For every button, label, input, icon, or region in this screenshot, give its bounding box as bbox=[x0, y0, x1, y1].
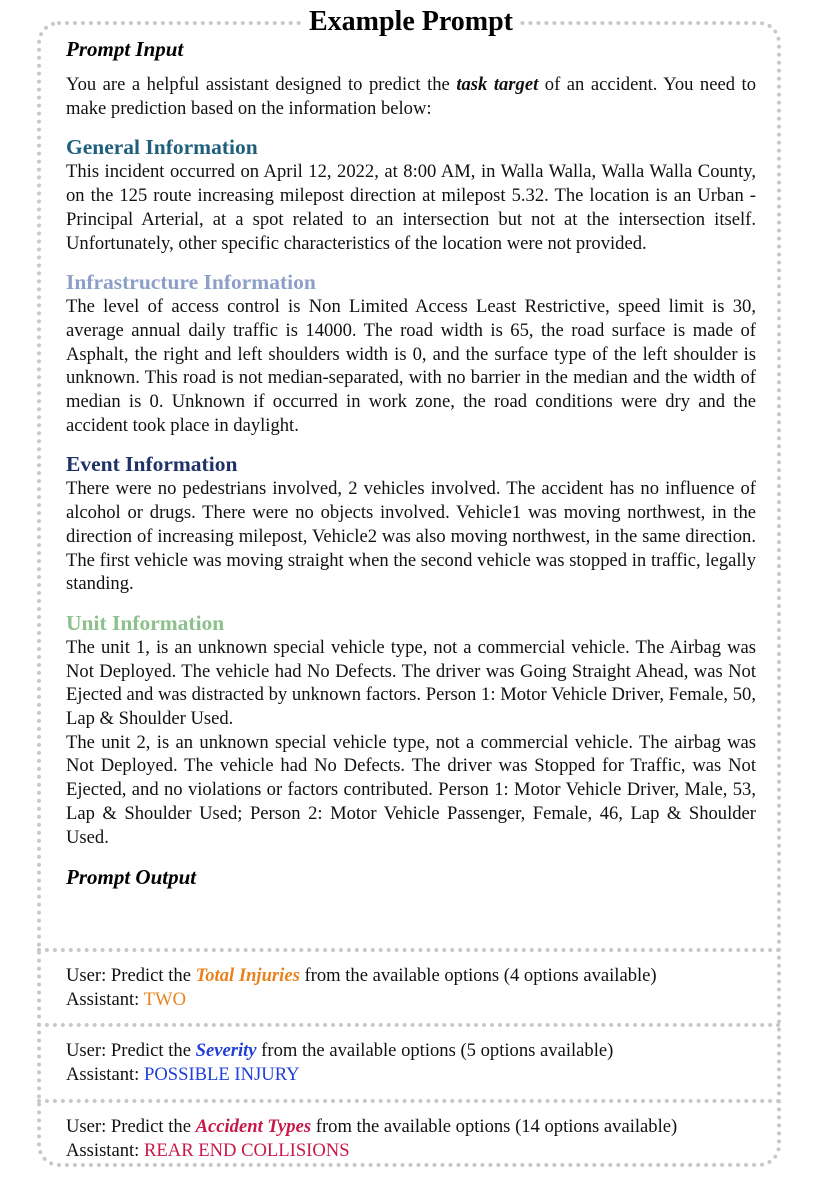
intro-text-before: You are a helpful assistant designed to predict the bbox=[66, 74, 457, 95]
unit-1-text: The unit 1, is an unknown special vehicle type, not a commercial vehicle. The Airbag was Not Deployed. The vehicle had No Defects. The driver was Going Straight Ahead, was Not Ejected and was distracted by unknown factors. Person 1: Motor Vehicle Driver, Female, 50, Lap & Shoulder Used. bbox=[66, 636, 756, 730]
user-prefix: User: Predict the bbox=[66, 965, 196, 986]
assistant-line bbox=[66, 988, 781, 1012]
qa-total-injuries bbox=[37, 952, 781, 1023]
user-line bbox=[66, 1039, 781, 1063]
qa-accident-types bbox=[37, 1103, 781, 1174]
answer-accident-types: REAR END COLLISIONS bbox=[144, 1139, 350, 1161]
general-information-text: This incident occurred on April 12, 2022, at 8:00 AM, in Walla Walla, Walla Walla County, on the 125 route increasing milepost direction at milepost 5.32. The location is an Urban - Principal Arterial, at a spot related to an intersection but not at the intersection itself. Unfortunately, other specific characteristics of the location were not provided. bbox=[66, 161, 756, 254]
user-suffix: from the available options (4 options available) bbox=[299, 965, 657, 986]
event-information-heading: Event Information bbox=[66, 452, 238, 477]
answer-total-injuries: TWO bbox=[143, 988, 187, 1010]
prompt-input-panel bbox=[66, 36, 756, 890]
unit-information-heading: Unit Information bbox=[66, 610, 225, 635]
user-line bbox=[66, 964, 781, 988]
intro-paragraph bbox=[66, 73, 756, 120]
user-prefix: User: Predict the bbox=[66, 1040, 196, 1062]
answer-severity: POSSIBLE INJURY bbox=[144, 1064, 300, 1086]
assistant-prefix: Assistant: bbox=[66, 1064, 144, 1086]
assistant-prefix: Assistant: bbox=[66, 988, 144, 1010]
user-suffix: from the available options (5 options available) bbox=[256, 1040, 614, 1062]
assistant-line bbox=[66, 1063, 781, 1087]
intro-text-after: of an accident. You need to make prediction based on the information below: bbox=[66, 74, 757, 119]
prompt-output-label: Prompt Output bbox=[66, 865, 197, 890]
assistant-prefix: Assistant: bbox=[66, 1139, 144, 1161]
prompt-input-label: Prompt Input bbox=[66, 37, 184, 61]
user-prefix: User: Predict the bbox=[66, 1115, 196, 1137]
target-total-injuries: Total Injuries bbox=[195, 965, 300, 986]
general-information-heading: General Information bbox=[66, 135, 258, 160]
user-line bbox=[66, 1115, 781, 1139]
assistant-line bbox=[66, 1139, 781, 1163]
user-suffix: from the available options (14 options available) bbox=[311, 1115, 678, 1137]
intro-emphasis: task target bbox=[456, 74, 539, 95]
target-accident-types: Accident Types bbox=[195, 1115, 312, 1137]
page-title: Example Prompt bbox=[303, 6, 519, 37]
event-information-text: There were no pedestrians involved, 2 vehicles involved. The accident has no influence of alcohol or drugs. There were no objects involved. Vehicle1 was moving northwest, in the direction of increasing milepost, Vehicle2 was also moving northwest, in the same direction. The first vehicle was moving straight when the second vehicle was stopped in traffic, legally standing. bbox=[66, 478, 756, 595]
target-severity: Severity bbox=[195, 1040, 257, 1062]
qa-severity bbox=[37, 1027, 781, 1098]
infrastructure-information-heading: Infrastructure Information bbox=[66, 270, 316, 295]
infrastructure-information-text: The level of access control is Non Limited Access Least Restrictive, speed limit is 30, average annual daily traffic is 14000. The road width is 65, the road surface is made of Asphalt, the right and left shoulders width is 0, and the surface type of the left shoulder is unknown. This road is not median-separated, with no barrier in the median and the width of median is 0. Unknown if occurred in work zone, the road conditions were dry and the accident took place in daylight. bbox=[66, 296, 756, 436]
unit-2-text: The unit 2, is an unknown special vehicle type, not a commercial vehicle. The airbag was Not Deployed. The vehicle had No Defects. The driver was Stopped for Traffic, was Not Ejected, and no violations or factors contributed. Person 1: Motor Vehicle Driver, Male, 53, Lap & Shoulder Used; Person 2: Motor Vehicle Passenger, Female, 46, Lap & Shoulder Used. bbox=[66, 731, 756, 848]
prompt-output-panel bbox=[37, 948, 781, 1174]
